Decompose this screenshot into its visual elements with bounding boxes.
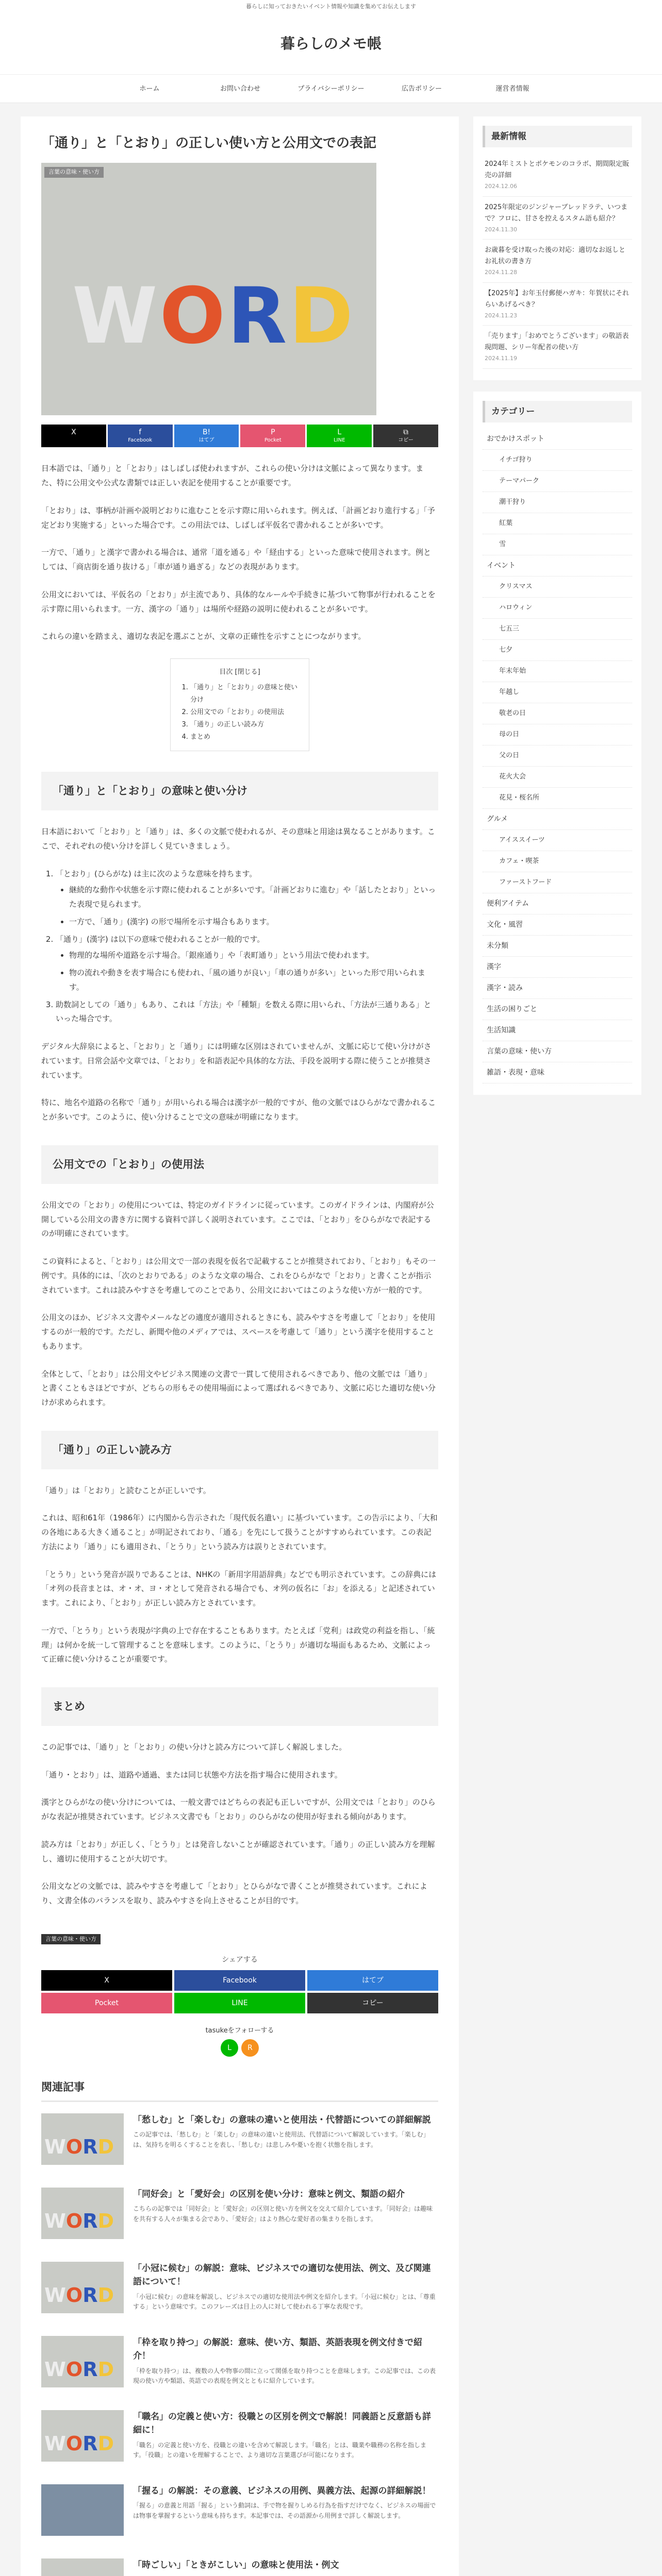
section-heading: 公用文での「とおり」の使用法 <box>41 1145 438 1184</box>
share-icon: L <box>337 428 342 437</box>
related-title-link[interactable]: 「職名」の定義と使い方：役職との区別を例文で解説！同義語と反意語も詳細に！ <box>133 2412 431 2436</box>
toc-item[interactable]: 2. 公用文での「とおり」の使用法 <box>190 706 300 719</box>
related-title-link[interactable]: 「同好会」と「愛好会」の区別を使い分け：意味と例文、類語の紹介 <box>133 2189 405 2200</box>
related-title: 関連記事 <box>41 2077 438 2102</box>
category-list <box>483 429 632 1083</box>
news-item[interactable] <box>483 240 632 283</box>
usage-list-item <box>56 867 438 929</box>
related-thumbnail[interactable] <box>41 2410 124 2462</box>
subcategory-link[interactable]: 年越し <box>483 682 632 703</box>
share-buttons-bottom <box>41 1970 438 2013</box>
news-item[interactable] <box>483 197 632 240</box>
nav-operator[interactable]: 運営者情報 <box>495 85 529 93</box>
subcategory-link[interactable]: カフェ・喫茶 <box>483 851 632 872</box>
category-widget-title: カテゴリー <box>483 401 632 422</box>
global-nav <box>0 74 662 103</box>
news-title[interactable]: お歳暮を受け取った後の対応：適切なお返しとお礼状の書き方 <box>485 246 626 266</box>
thumbnail-word: WORD <box>44 2284 114 2307</box>
eyecatch-letter-r: R <box>227 272 289 362</box>
subcategory-link[interactable]: 花火大会 <box>483 767 632 788</box>
section-paragraph: 「とうり」という発音が誤りであることは、NHKの「新用字用語辞典」などでも明示されています。この辞典には「オ列の長音まとは、オ・オ、ヨ・オとして発音される場合でも、オ列の仮名に「お」を添える」と記述されています。これにより、「とおり」が正しい読み方とされています。 <box>41 1569 437 1608</box>
share-button[interactable] <box>41 425 106 447</box>
eyecatch-image <box>41 163 376 415</box>
site-header <box>0 13 662 74</box>
eyecatch-letter-w: W <box>72 272 160 362</box>
subcategory-link[interactable]: 潮干狩り <box>483 492 632 513</box>
share-icon: B! <box>202 428 211 437</box>
rss-follow-icon[interactable]: R <box>241 2039 259 2057</box>
related-body <box>133 2410 438 2462</box>
news-title[interactable]: 2025年限定のジンジャーブレッドラテ、いつまで？フロに、甘さを控えるスタム語も紹介？ <box>485 203 627 223</box>
share-title: シェアする <box>222 1956 258 1964</box>
thumbnail-word <box>44 2574 114 2576</box>
section-paragraph: 読み方は「とおり」が正しく、「とうり」とは発音しないことが確認されています。「通り」の正しい読み方を理解し、適切に使用することが大切です。 <box>41 1839 435 1863</box>
section-paragraph: この資料によると、「とおり」は公用文で一部の表現を仮名で記載することが推奨されており、「とおり」もその一例です。具体的には、「次のとおりである」のような文章の場合、これをひらがなで「とおり」と書くことが指示されています。これは読みやすさを考慮してのことであり、公用文においてはこのような使い方が一般的です。 <box>41 1257 436 1295</box>
related-card[interactable] <box>41 2336 438 2387</box>
related-card[interactable] <box>41 2188 438 2239</box>
section-paragraph: この記事では、「通り」と「とおり」の使い分けと読み方について詳しく解説しました。 <box>41 1742 347 1752</box>
site-tagline: 暮らしに知っておきたいイベント情報や知識を集めてお伝えします <box>0 0 662 13</box>
category-link[interactable]: イベント <box>483 555 632 577</box>
eyecatch-letter-o: O <box>159 272 227 362</box>
subcategory-link[interactable]: テーマパーク <box>483 471 632 492</box>
category-link[interactable]: 未分類 <box>483 936 632 957</box>
follow-label: tasukeをフォローする <box>205 2027 274 2035</box>
usage-list-item: 3. 助数詞としての「通り」もあり、これは「方法」や「種類」を数える際に用いられ、「方法が三通りある」といった場合です。 <box>56 998 438 1027</box>
subcategory-link[interactable]: 七五三 <box>483 619 632 640</box>
related-card[interactable] <box>41 2113 438 2165</box>
related-body <box>133 2558 339 2576</box>
share-icon: X <box>71 428 76 437</box>
category-link[interactable]: 雑語・表現・意味 <box>483 1062 632 1083</box>
related-title-link[interactable]: 「枠を取り持つ」の解説：意味、使い方、類語、英語表現を例文付きで紹介！ <box>133 2337 422 2362</box>
nav-ad-policy[interactable]: 広告ポリシー <box>401 85 442 93</box>
related-body <box>133 2484 438 2536</box>
share-buttons-top <box>41 425 438 447</box>
category-link[interactable]: 言葉の意味・使い方 <box>483 1041 632 1062</box>
section-paragraph: 「通り・とおり」は、道路や通過、または同じ状態や方法を指す場合に使用されます。 <box>41 1770 342 1780</box>
related-title-link[interactable]: 「小冠に候む」の解説：意味、ビジネスでの適切な使用法、例文、及び関連語について！ <box>133 2263 431 2287</box>
sidebar <box>473 116 641 2576</box>
related-card[interactable] <box>41 2484 438 2536</box>
related-excerpt: 「小冠に候む」の意味を解説し、ビジネスでの適切な使用法や例文を紹介します。「小冠に候む」とは、「尊重する」という意味です。このフレーズは目上の人に対して使われる丁寧な表現です。 <box>133 2293 436 2310</box>
share-button[interactable]: X <box>41 1970 172 1991</box>
share-button[interactable] <box>174 425 239 447</box>
related-excerpt: 「職名」の定義と使い方を、役職との違いを含めて解説します。「職名」とは、職業や職務の名称を指します。「役職」との違いを理解することで、より適切な言葉選びが可能になります。 <box>133 2441 427 2459</box>
share-button[interactable]: コピー <box>307 1993 438 2013</box>
subcategory-link[interactable]: 年末年始 <box>483 661 632 682</box>
share-button[interactable]: LINE <box>174 1993 305 2013</box>
subcategory-link[interactable]: 七夕 <box>483 640 632 661</box>
usage-list <box>56 867 438 1027</box>
share-icon: P <box>271 428 275 437</box>
share-icon: ⧉ <box>403 428 409 437</box>
news-item[interactable] <box>483 154 632 197</box>
section-paragraph: 公用文のほか、ビジネス文書やメールなどの適度が適用されるときにも、読みやすさを考慮して「とおり」を使用するのが一般的です。ただし、新聞や他のメディアでは、スペースを考慮して「通り」という漢字を使用することもあります。 <box>41 1313 436 1351</box>
category-link[interactable]: 漢字 <box>483 957 632 978</box>
usage-head: 「とおり」(ひらがな) は主に次のような意味を持ちます。 <box>56 869 257 878</box>
share-label: Facebook <box>128 437 153 444</box>
share-button[interactable]: Facebook <box>174 1970 305 1991</box>
news-item[interactable] <box>483 326 632 369</box>
section-paragraph: 「通り」は「とおり」と読むことが正しいです。 <box>41 1485 211 1495</box>
related-body <box>133 2113 438 2165</box>
section-heading: まとめ <box>41 1687 438 1726</box>
subcategory-link[interactable]: 敬老の日 <box>483 703 632 724</box>
category-link[interactable]: グルメ <box>483 809 632 830</box>
news-date: 2024.12.06 <box>485 183 517 190</box>
category-widget <box>473 392 641 1095</box>
share-label: Pocket <box>264 437 282 444</box>
usage-subitem: • 物の流れや動きを表す場合にも使われ、「風の通りが良い」「車の通りが多い」といった形で用いられます。 <box>69 966 438 995</box>
related-card[interactable] <box>41 2410 438 2462</box>
category-link[interactable]: 文化・風習 <box>483 914 632 936</box>
related-thumbnail[interactable] <box>41 2336 124 2387</box>
category-link[interactable]: 便利アイテム <box>483 893 632 914</box>
thumbnail-word: WORD <box>44 2432 114 2455</box>
related-thumbnail[interactable] <box>41 2262 124 2313</box>
subcategory-link[interactable]: 雪 <box>483 534 632 555</box>
news-widget-title: 最新情報 <box>483 126 632 147</box>
category-link[interactable]: 生活の困りごと <box>483 999 632 1020</box>
subcategory-link[interactable]: アイススイーツ <box>483 830 632 851</box>
related-excerpt: 「握る」の意義と用語「握る」という動詞は、手で物を握りしめる行為を指すだけでなく、ビジネスの場面では物事を掌握するという意味も持ちます。本記事では、その語源から用例まで詳しく解説します。 <box>133 2502 436 2519</box>
share-icon: f <box>139 428 142 437</box>
nav-home[interactable]: ホーム <box>139 85 160 93</box>
article-title: 「通り」と「とおり」の正しい使い方と公用文での表記 <box>41 135 377 151</box>
category-ribbon[interactable]: 言葉の意味・使い方 <box>44 167 104 178</box>
related-title-link[interactable]: 「握る」の解説：その意義、ビジネスの用例、異義方法、起源の詳細解説！ <box>133 2486 431 2497</box>
eyecatch-word <box>72 245 355 388</box>
subcategory-link[interactable]: 花見・桜名所 <box>483 788 632 809</box>
share-button[interactable] <box>307 425 372 447</box>
related-body <box>133 2188 438 2239</box>
nav-privacy[interactable]: プライバシーポリシー <box>297 85 365 93</box>
toc-title[interactable]: 目次 [閉じる] <box>219 668 260 676</box>
related-card[interactable] <box>41 2558 438 2576</box>
section-paragraph: デジタル大辞泉によると、「とおり」と「通り」には明確な区別はされていませんが、文脈に応じて使い分けがされています。日常会話や文章では、「とおり」を和語表記や具体的な方法、手段を説明する際に使うことが推奨されています。 <box>41 1042 432 1080</box>
section-paragraph: これは、昭和61年（1986年）に内閣から告示された「現代仮名遣い」に基づいています。この告示により、「大和の各地にある大きく通ること」が明記されており、「通る」を先にして扱うことがすすめられています。この表記方法により「通り」にも適用され、「とうり」という読み方は誤りとされています。 <box>41 1513 438 1551</box>
news-title[interactable]: 「売ります」「おめでとうございます」の敬語表現問題、シリー年配者の使い方 <box>485 332 629 352</box>
news-date: 2024.11.23 <box>485 312 517 319</box>
intro-paragraph: 一方で、「通り」と漢字で書かれる場合は、通常「道を通る」や「経由する」といった意味で使用されます。例としては、「商店街を通り抜ける」「車が通り過ぎる」などの表現があります。 <box>41 548 432 572</box>
follow-icons <box>41 2039 438 2057</box>
related-thumbnail[interactable] <box>41 2484 124 2536</box>
share-label: コピー <box>398 437 413 444</box>
line-follow-icon[interactable]: L <box>221 2039 238 2057</box>
category-link[interactable]: おでかけスポット <box>483 429 632 450</box>
news-list <box>483 154 632 369</box>
intro-paragraph: これらの違いを踏まえ、適切な表記を選ぶことが、文章の正確性を示すことにつながります。 <box>41 632 366 641</box>
related-excerpt: こちらの記事では「同好会」と「愛好会」の区別と使い方を例文を交えて紹介しています。「同好会」は趣味を共有する人々が集まる会であり、「愛好会」はより熱心な愛好者の集まりを指します。 <box>133 2205 433 2223</box>
subcategory-link[interactable]: 母の日 <box>483 724 632 745</box>
news-date: 2024.11.19 <box>485 355 517 362</box>
related-body <box>133 2262 438 2313</box>
news-date: 2024.11.30 <box>485 226 517 233</box>
thumbnail-word: WORD <box>44 2136 114 2159</box>
thumbnail-word: WORD <box>44 2210 114 2233</box>
intro-paragraph: 日本語では、「通り」と「とおり」はしばしば使われますが、これらの使い分けは文脈によって異なります。また、特に公用文や公式な書類では正しい表記を使用することが重要です。 <box>41 464 424 488</box>
section-heading: 「通り」の正しい読み方 <box>41 1431 438 1469</box>
share-label: はてブ <box>198 437 214 444</box>
related-title-link[interactable]: 「愁しむ」と「楽しむ」の意味の違いと使用法・代替語についての詳細解説 <box>133 2115 431 2126</box>
subcategory-link[interactable]: ファーストフード <box>483 872 632 893</box>
news-item[interactable] <box>483 283 632 326</box>
related-excerpt: この記事では、「愁しむ」と「楽しむ」の意味の違いと使用法、代替語について解説しています。「楽しむ」は、気持ちを明るくすることを表し、「愁しむ」は悲しみや憂いを抱く状態を指します。 <box>133 2131 429 2148</box>
news-widget <box>473 116 641 380</box>
subcategory-link[interactable]: 父の日 <box>483 745 632 767</box>
intro-paragraph: 「とおり」は、事柄が計画や説明どおりに進むことを示す際に用いられます。例えば、「計画どおり進行する」「予定どおり実施する」といった場合です。この用法では、しばしば平仮名で書かれることが多いです。 <box>41 505 435 530</box>
share-button[interactable] <box>373 425 438 447</box>
toc-item[interactable]: 1. 「通り」と「とおり」の意味と使い分け <box>190 682 300 706</box>
section-heading: 「通り」と「とおり」の意味と使い分け <box>41 772 438 810</box>
usage-subitem: • 一方で、「通り」(漢字) の形で場所を示す場合もあります。 <box>69 915 438 929</box>
share-button[interactable]: はてブ <box>307 1970 438 1991</box>
subcategory-link[interactable]: イチゴ狩り <box>483 450 632 471</box>
subcategory-link[interactable]: ハロウィン <box>483 598 632 619</box>
related-excerpt: 「枠を取り持つ」は、複数の人や物事の間に立って関係を取り持つことを意味します。この記事では、この表現の使い方や類語、英語での表現を例文とともに紹介しています。 <box>133 2367 436 2384</box>
article-main <box>21 116 459 2576</box>
share-button[interactable] <box>108 425 173 447</box>
toc-item[interactable]: 3. 「通り」の正しい読み方 <box>190 719 300 731</box>
section-paragraph: 漢字とひらがなの使い分けについては、一般文書ではどちらの表記も正しいですが、公用文では「とおり」のひらがな表記が推奨されています。ビジネス文書でも「とおり」のひらがなの使用が好まれる傾向があります。 <box>41 1798 436 1822</box>
related-title-link[interactable]: 「時ごしい」「ときがこしい」の意味と使用法・例文 <box>133 2560 339 2571</box>
usage-list-item <box>56 933 438 995</box>
usage-head: 「通り」(漢字) は以下の意味で使われることが一般的です。 <box>56 934 265 944</box>
section-paragraph: 一方で、「とうり」という表現が字典の上で存在することもあります。たとえば「党利」は政党の利益を指し、「統理」は何かを統一して管理することを意味します。このように、「とうり」が適切な場面もあるため、文脈によって正確に使い分けることが重要です。 <box>41 1625 435 1664</box>
news-title[interactable]: 2024年ミストとポケモンのコラボ、期間限定販売の詳細 <box>485 160 630 180</box>
share-button[interactable]: Pocket <box>41 1993 172 2013</box>
intro-paragraph: 公用文においては、平仮名の「とおり」が主流であり、具体的なルールや手続きに基づいて物事が行われることを示す際に用いられます。一方、漢字の「通り」は場所や経路の説明に使われることが多いです。 <box>41 589 436 614</box>
category-link[interactable]: 生活知識 <box>483 1020 632 1041</box>
related-thumbnail[interactable] <box>41 2113 124 2165</box>
nav-contact[interactable]: お問い合わせ <box>220 85 260 93</box>
related-body <box>133 2336 438 2387</box>
subcategory-link[interactable]: クリスマス <box>483 577 632 598</box>
section-paragraph: 特に、地名や道路の名称で「通り」が用いられる場合は漢字が一般的ですが、他の文脈ではひらがなで書かれることが多いです。このように、使い分けることで文の意味が明確になります。 <box>41 1098 436 1122</box>
related-card[interactable] <box>41 2262 438 2313</box>
share-label: LINE <box>334 437 345 444</box>
toc-item[interactable]: 4. まとめ <box>190 731 300 743</box>
section-paragraph: 日本語において「とおり」と「通り」は、多くの文脈で使われるが、その意味と用途は異なることがあります。ここで、それぞれの使い分けを詳しく見ていきましょう。 <box>41 827 435 851</box>
article-tag[interactable]: 言葉の意味・使い方 <box>41 1934 101 1944</box>
related-list <box>41 2113 438 2576</box>
subcategory-link[interactable]: 紅葉 <box>483 513 632 534</box>
related-thumbnail[interactable] <box>41 2558 124 2576</box>
usage-subitem: • 物理的な場所や道路を示す場合。「銀座通り」や「表町通り」という用法で使われます。 <box>69 948 438 963</box>
category-link[interactable]: 漢字・読み <box>483 978 632 999</box>
share-button[interactable] <box>240 425 305 447</box>
table-of-contents <box>170 658 309 751</box>
related-thumbnail[interactable] <box>41 2188 124 2239</box>
section-paragraph: 公用文などの文脈では、読みやすさを考慮して「とおり」とひらがなで書くことが推奨されています。これにより、文書全体のバランスを取り、読みやすさを向上させることが目的です。 <box>41 1882 427 1906</box>
thumbnail-word: WORD <box>44 2358 114 2381</box>
section-paragraph: 全体として、「とおり」は公用文やビジネス関連の文書で一貫して使用されるべきであり、他の文脈では「通り」と書くこともさほどですが、どちらの形もその使用場面によって選ばれるべきであり、文脈に応じた適切な使い分けが求められます。 <box>41 1369 436 1408</box>
news-date: 2024.11.28 <box>485 269 517 276</box>
eyecatch-letter-d: D <box>289 272 356 362</box>
news-title[interactable]: 【2025年】お年玉付郵便ハガキ：年賀状にそれらいあげるべき？ <box>485 289 630 309</box>
site-logo[interactable]: 暮らしのメモ帳 <box>280 35 382 53</box>
usage-subitem: • 継続的な動作や状態を示す際に使われることが多いです。「計画どおりに進む」や「話したとおり」といった表現で見られます。 <box>69 883 438 912</box>
section-paragraph: 公用文での「とおり」の使用については、特定のガイドラインに従っています。このガイドラインは、内閣府が公開している公用文の書き方に関する資料で詳しく説明されています。ここでは、「とおり」をひらがなで表記するのが明確にされています。 <box>41 1200 434 1239</box>
